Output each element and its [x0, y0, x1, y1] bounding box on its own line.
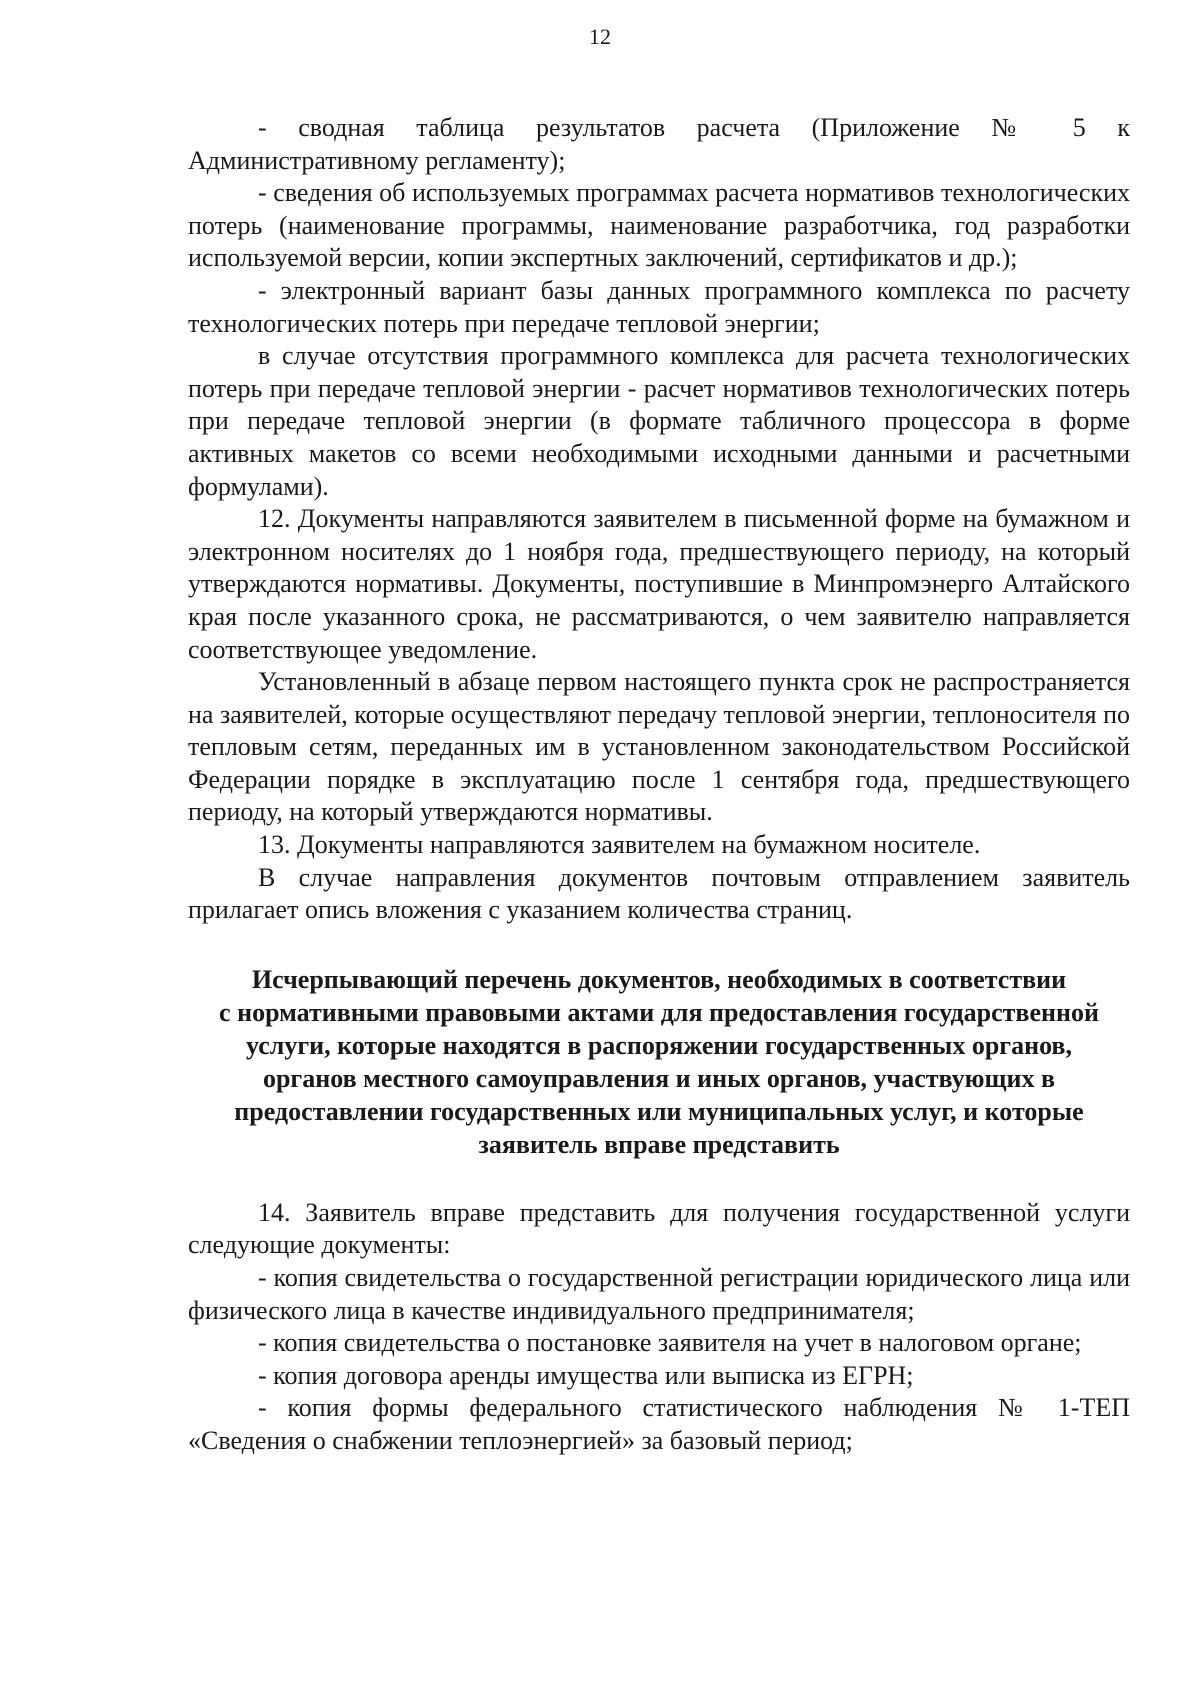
paragraph-item-12: 12. Документы направляются заявителем в письменной форме на бумажном и электронном носителях до 1 ноября года, предшествующего периоду, на который утверждаются нормативы. Документы, поступившие в Минпромэнерго Алтайского края после указанного срока, не рассматриваются, о чем заявителю направляется соответствующее уведомление. — [188, 504, 1130, 664]
paragraph-summary-table: - сводная таблица результатов расчета (Приложение № 5 к Административному регламенту); — [188, 113, 1130, 175]
section-heading — [188, 963, 1130, 1161]
paragraph-no-software-case: в случае отсутствия программного комплекса для расчета технологических потерь при передаче тепловой энергии - расчет нормативов технологических потерь при передаче тепловой энергии (в формате табличного процессора в форме активных макетов со всеми необходимыми исходными данными и расчетными формулами). — [188, 341, 1130, 501]
paragraph-tax-certificate: - копия свидетельства о постановке заявителя на учет в налоговом органе; — [258, 1328, 1082, 1358]
section-heading-line: заявитель вправе представить — [478, 1129, 840, 1159]
paragraph-item-13: 13. Документы направляются заявителем на бумажном носителе. — [258, 830, 981, 860]
section-heading-line: с нормативными правовыми актами для предоставления государственной — [219, 997, 1099, 1027]
paragraph-database-electronic: - электронный вариант базы данных программного комплекса по расчету технологических потерь при передаче тепловой энергии; — [188, 275, 1130, 338]
paragraph-postal-inventory: В случае направления документов почтовым отправлением заявитель прилагает опись вложения с указанием количества страниц. — [188, 862, 1130, 925]
section-heading-line: органов местного самоуправления и иных органов, участвующих в — [262, 1063, 1056, 1093]
paragraph-deadline-exception: Установленный в абзаце первом настоящего пункта срок не распространяется на заявителей, которые осуществляют передачу тепловой энергии, теплоносителя по тепловым сетям, переданных им в установленном законодательством Российской Федерации порядке в эксплуатацию после 1 сентября года, предшествующего периоду, на который утверждаются нормативы. — [188, 667, 1130, 827]
section-heading-line: услуги, которые находятся в распоряжении государственных органов, — [246, 1030, 1072, 1060]
section-heading-line: предоставлении государственных или муниципальных услуг, и которые — [234, 1096, 1084, 1126]
page-content — [188, 112, 1130, 1458]
paragraph-item-14: 14. Заявитель вправе представить для получения государственной услуги следующие документы: — [188, 1197, 1130, 1260]
section-heading-line: Исчерпывающий перечень документов, необходимых в соответствии — [251, 964, 1067, 994]
page-number: 12 — [589, 24, 611, 49]
paragraph-software-info: - сведения об используемых программах расчета нормативов технологических потерь (наименование программы, наименование разработчика, год разработки используемой версии, копии экспертных заключений, сертификатов и др.); — [188, 178, 1130, 273]
paragraph-statistical-form: - копия формы федерального статистического наблюдения № 1-ТЕП «Сведения о снабжении теплоэнергией» за базовый период; — [188, 1393, 1130, 1455]
paragraph-registration-certificate: - копия свидетельства о государственной регистрации юридического лица или физического лица в качестве индивидуального предпринимателя; — [188, 1263, 1130, 1325]
paragraph-lease-or-egrn: - копия договора аренды имущества или выписка из ЕГРН; — [258, 1360, 914, 1390]
